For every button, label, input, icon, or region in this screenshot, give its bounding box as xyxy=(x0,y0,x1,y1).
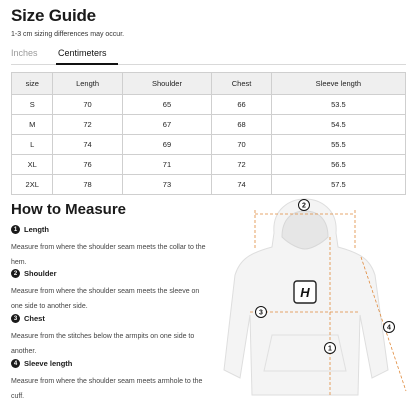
table-cell: 57.5 xyxy=(271,175,405,195)
column-header: size xyxy=(12,73,53,95)
measure-item-sleeve-length xyxy=(11,359,211,404)
table-cell: 78 xyxy=(53,175,122,195)
svg-text:2: 2 xyxy=(302,202,306,210)
svg-text:4: 4 xyxy=(387,324,391,332)
measure-label: Shoulder xyxy=(24,269,57,278)
column-header: Length xyxy=(53,73,122,95)
table-cell: 68 xyxy=(212,115,271,135)
sizing-note: 1-3 cm sizing differences may occur. xyxy=(11,31,125,38)
hoodie-measurement-diagram xyxy=(210,195,410,413)
how-to-measure-title: How to Measure xyxy=(11,201,127,218)
measure-description: Measure from where the shoulder seam meets the sleeve on one side to another side. xyxy=(11,288,200,310)
table-cell: 74 xyxy=(53,135,122,155)
measure-item-shoulder xyxy=(11,269,211,314)
table-cell: 69 xyxy=(122,135,212,155)
column-header: Sleeve length xyxy=(271,73,405,95)
table-cell: 72 xyxy=(212,155,271,175)
table-cell: 70 xyxy=(53,95,122,115)
table-cell: S xyxy=(12,95,53,115)
table-cell: 72 xyxy=(53,115,122,135)
table-cell: 71 xyxy=(122,155,212,175)
table-cell: 65 xyxy=(122,95,212,115)
measure-item-length xyxy=(11,225,211,270)
table-cell: 53.5 xyxy=(271,95,405,115)
table-row xyxy=(12,95,406,115)
table-cell: 67 xyxy=(122,115,212,135)
measure-label: Length xyxy=(24,225,49,234)
table-row xyxy=(12,155,406,175)
number-2-icon: 2 xyxy=(11,269,20,278)
number-4-icon: 4 xyxy=(11,359,20,368)
table-cell: M xyxy=(12,115,53,135)
marker-3 xyxy=(256,307,267,318)
tab-centimeters[interactable]: Centimeters xyxy=(58,48,107,58)
table-cell: 74 xyxy=(212,175,271,195)
table-cell: 73 xyxy=(122,175,212,195)
marker-2 xyxy=(299,200,310,211)
hoodie-logo: H xyxy=(300,285,310,300)
measure-label: Sleeve length xyxy=(24,359,73,368)
measure-description: Measure from the stitches below the armpits on one side to another. xyxy=(11,333,195,355)
table-cell: L xyxy=(12,135,53,155)
table-cell: 55.5 xyxy=(271,135,405,155)
table-cell: 76 xyxy=(53,155,122,175)
table-row xyxy=(12,175,406,195)
measure-label: Chest xyxy=(24,314,45,323)
table-cell: XL xyxy=(12,155,53,175)
measure-description: Measure from where the shoulder seam meets armhole to the cuff. xyxy=(11,378,203,400)
tab-inches[interactable]: Inches xyxy=(11,48,38,58)
active-tab-indicator xyxy=(56,63,118,65)
table-cell: 56.5 xyxy=(271,155,405,175)
number-1-icon: 1 xyxy=(11,225,20,234)
hood-opening xyxy=(282,211,328,249)
svg-text:1: 1 xyxy=(328,345,332,353)
svg-text:3: 3 xyxy=(259,309,263,317)
page-title: Size Guide xyxy=(11,6,96,25)
table-cell: 54.5 xyxy=(271,115,405,135)
unit-tabs xyxy=(11,45,406,65)
size-table xyxy=(11,72,406,195)
column-header: Shoulder xyxy=(122,73,212,95)
table-cell: 66 xyxy=(212,95,271,115)
marker-1 xyxy=(325,343,336,354)
measure-item-chest xyxy=(11,314,211,359)
table-cell: 2XL xyxy=(12,175,53,195)
number-3-icon: 3 xyxy=(11,314,20,323)
table-header-row xyxy=(12,73,406,95)
table-cell: 70 xyxy=(212,135,271,155)
measure-description: Measure from where the shoulder seam meets the collar to the hem. xyxy=(11,244,206,266)
table-row xyxy=(12,115,406,135)
marker-4 xyxy=(384,322,395,333)
column-header: Chest xyxy=(212,73,271,95)
table-row xyxy=(12,135,406,155)
